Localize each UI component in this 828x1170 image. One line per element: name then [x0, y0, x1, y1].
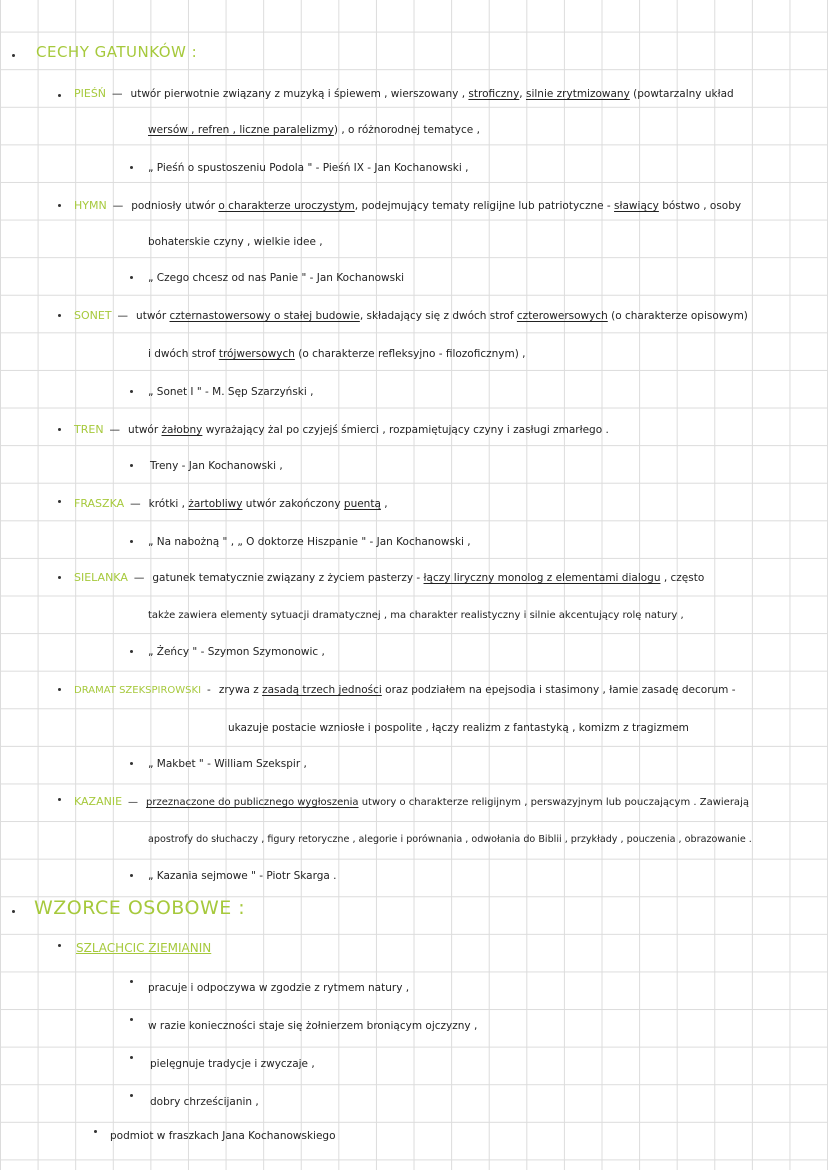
genre-example: „ Sonet I " - M. Sęp Szarzyński ,: [148, 386, 314, 398]
genre-example: „ Pieśń o spustoszeniu Podola " - Pieśń IX - Jan Kochanowski ,: [148, 162, 469, 174]
genre-sielanka-line1: SIELANKA — gatunek tematycznie związany z życiem pasterzy - łączy liryczny monolog z elementami dialogu , często: [74, 571, 705, 584]
bullet-dot: [58, 688, 61, 691]
genre-example: Treny - Jan Kochanowski ,: [150, 460, 283, 472]
genre-term: DRAMAT SZEKSPIROWSKI: [74, 685, 202, 696]
genre-sielanka-line2: także zawiera elementy sytuacji dramatycznej , ma charakter realistyczny i silnie akcentujący rolę natury ,: [148, 610, 684, 621]
bullet-dot: [130, 874, 133, 877]
genre-hymn-line2: bohaterskie czyny , wielkie idee ,: [148, 236, 323, 248]
bullet-dot: [130, 1056, 133, 1059]
genre-term: TREN: [74, 423, 104, 436]
genre-term: KAZANIE: [74, 795, 123, 808]
bullet-dot: [130, 762, 133, 765]
bullet-dot: [130, 540, 133, 543]
list-item: dobry chrześcijanin ,: [150, 1096, 259, 1108]
bullet-dot: [130, 980, 133, 983]
bullet-dot: [58, 428, 61, 431]
genre-sonet-line1: SONET — utwór czternastowersowy o stałej budowie, składający się z dwóch strof czterowersowych (o charakterze opisowym): [74, 309, 748, 322]
genre-dramat-line2: ukazuje postacie wzniosłe i pospolite , łączy realizm z fantastyką , komizm z tragizmem: [228, 722, 689, 734]
genre-hymn-line1: HYMN — podniosły utwór o charakterze uroczystym, podejmujący tematy religijne lub patriotyczne - sławiący bóstwo , osoby: [74, 199, 742, 212]
genre-example: „ Żeńcy " - Szymon Szymonowic ,: [148, 646, 325, 658]
bullet-dot: [130, 276, 133, 279]
bullet-dot: [130, 166, 133, 169]
genre-tren-line1: TREN — utwór żałobny wyrażający żal po czyjejś śmierci , rozpamiętujący czyny i zasługi zmarłego .: [74, 423, 609, 436]
list-item: pielęgnuje tradycje i zwyczaje ,: [150, 1058, 315, 1070]
genre-term: SONET: [74, 309, 112, 322]
bullet-dot: [12, 54, 15, 57]
bullet-dot: [130, 464, 133, 467]
genre-sonet-line2: i dwóch strof trójwersowych (o charakterze refleksyjno - filozoficznym) ,: [148, 348, 526, 360]
genre-example: „ Kazania sejmowe " - Piotr Skarga .: [148, 870, 337, 882]
bullet-dot: [94, 1130, 97, 1133]
genre-piesn-line2: wersów , refren , liczne paralelizmy) , o różnorodnej tematyce ,: [148, 124, 480, 136]
section-title-genres: CECHY GATUNKÓW :: [36, 43, 198, 61]
genre-piesn-line1: PIEŚŃ — utwór pierwotnie związany z muzyką i śpiewem , wierszowany , stroficzny, silnie zrytmizowany (powtarzalny układ: [74, 87, 734, 100]
genre-term: FRASZKA: [74, 497, 125, 510]
genre-kazanie-line2: apostrofy do słuchaczy , figury retoryczne , alegorie i porównania , odwołania do Biblii , przykłady , pouczenia , obrazowanie .: [148, 834, 752, 845]
genre-example: „ Na nabożną " , „ O doktorze Hiszpanie " - Jan Kochanowski ,: [148, 536, 471, 548]
bullet-dot: [130, 1094, 133, 1097]
bullet-dot: [58, 204, 61, 207]
list-item: w razie konieczności staje się żołnierzem broniącym ojczyzny ,: [148, 1020, 478, 1032]
genre-example: „ Czego chcesz od nas Panie " - Jan Kochanowski: [148, 272, 405, 284]
genre-term: SIELANKA: [74, 571, 128, 584]
genre-term: PIEŚŃ: [74, 87, 107, 100]
genre-example: „ Makbet " - William Szekspir ,: [148, 758, 307, 770]
section-title-role-models: WZORCE OSOBOWE :: [34, 897, 246, 919]
subtitle-szlachcic: SZLACHCIC ZIEMIANIN: [76, 941, 212, 955]
genre-fraszka-line1: FRASZKA — krótki , żartobliwy utwór zakończony puentą ,: [74, 497, 388, 510]
footer-note: podmiot w fraszkach Jana Kochanowskiego: [110, 1130, 336, 1142]
bullet-dot: [58, 944, 61, 947]
bullet-dot: [58, 500, 61, 503]
bullet-dot: [12, 910, 15, 913]
bullet-dot: [58, 576, 61, 579]
bullet-dot: [130, 1018, 133, 1021]
genre-term: HYMN: [74, 199, 107, 212]
bullet-dot: [130, 390, 133, 393]
bullet-dot: [58, 314, 61, 317]
bullet-dot: [130, 650, 133, 653]
bullet-dot: [58, 94, 61, 97]
genre-kazanie-line1: KAZANIE — przeznaczone do publicznego wygłoszenia utwory o charakterze religijnym , perswazyjnym lub pouczającym . Zawierają: [74, 795, 749, 808]
list-item: pracuje i odpoczywa w zgodzie z rytmem natury ,: [148, 982, 410, 994]
genre-dramat-line1: DRAMAT SZEKSPIROWSKI - zrywa z zasadą trzech jedności oraz podziałem na epejsodia i stasimony , łamie zasadę decorum -: [74, 684, 736, 696]
bullet-dot: [58, 798, 61, 801]
